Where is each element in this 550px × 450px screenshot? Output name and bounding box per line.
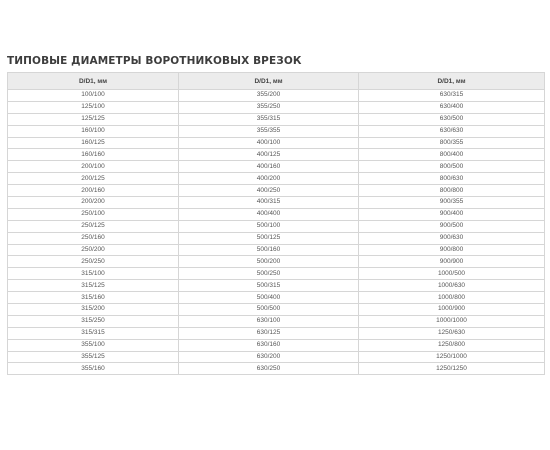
table-cell: 630/400 [359, 101, 545, 113]
table-cell: 500/160 [179, 244, 359, 256]
table-cell: 630/100 [179, 315, 359, 327]
table-cell: 160/160 [8, 149, 179, 161]
table-cell: 355/160 [8, 363, 179, 375]
table-cell: 1250/630 [359, 327, 545, 339]
table-row [8, 101, 545, 113]
table-cell: 400/400 [179, 208, 359, 220]
table-row [8, 197, 545, 209]
table-cell: 355/125 [8, 351, 179, 363]
table-cell: 400/200 [179, 173, 359, 185]
table-header-row [8, 73, 545, 90]
table-cell: 500/400 [179, 292, 359, 304]
table-cell: 900/630 [359, 232, 545, 244]
table-cell: 500/315 [179, 280, 359, 292]
table-row [8, 351, 545, 363]
table-cell: 800/400 [359, 149, 545, 161]
table-row [8, 149, 545, 161]
page-title: ТИПОВЫЕ ДИАМЕТРЫ ВОРОТНИКОВЫХ ВРЕЗОК [7, 55, 302, 67]
table-cell: 400/315 [179, 197, 359, 209]
table-cell: 355/200 [179, 90, 359, 102]
table-cell: 900/400 [359, 208, 545, 220]
table-row [8, 113, 545, 125]
table-cell: 630/630 [359, 125, 545, 137]
table-cell: 125/125 [8, 113, 179, 125]
table-cell: 1000/800 [359, 292, 545, 304]
table-row [8, 292, 545, 304]
table-cell: 800/630 [359, 173, 545, 185]
table-cell: 200/125 [8, 173, 179, 185]
table-row [8, 256, 545, 268]
table-cell: 355/355 [179, 125, 359, 137]
table-row [8, 327, 545, 339]
table-cell: 500/500 [179, 304, 359, 316]
table-cell: 315/250 [8, 315, 179, 327]
table-row [8, 315, 545, 327]
table-cell: 800/355 [359, 137, 545, 149]
table-cell: 500/100 [179, 220, 359, 232]
table-cell: 630/160 [179, 339, 359, 351]
table-cell: 630/200 [179, 351, 359, 363]
table-cell: 400/160 [179, 161, 359, 173]
table-cell: 250/125 [8, 220, 179, 232]
table-cell: 1250/1000 [359, 351, 545, 363]
table-cell: 900/500 [359, 220, 545, 232]
table-cell: 1000/1000 [359, 315, 545, 327]
table-cell: 800/800 [359, 185, 545, 197]
table-cell: 100/100 [8, 90, 179, 102]
table-cell: 250/160 [8, 232, 179, 244]
table-cell: 500/125 [179, 232, 359, 244]
table-cell: 355/100 [8, 339, 179, 351]
table-cell: 200/160 [8, 185, 179, 197]
diameters-table [7, 72, 545, 375]
table-row [8, 220, 545, 232]
table-cell: 800/500 [359, 161, 545, 173]
column-header-2: D/D1, мм [179, 73, 359, 90]
table-cell: 400/125 [179, 149, 359, 161]
table-cell: 315/315 [8, 327, 179, 339]
table-row [8, 90, 545, 102]
table-cell: 315/200 [8, 304, 179, 316]
table-cell: 160/100 [8, 125, 179, 137]
table-row [8, 137, 545, 149]
table-row [8, 232, 545, 244]
column-header-1: D/D1, мм [8, 73, 179, 90]
table-row [8, 280, 545, 292]
table-row [8, 208, 545, 220]
table-body [8, 90, 545, 375]
table-cell: 500/250 [179, 268, 359, 280]
table-cell: 200/200 [8, 197, 179, 209]
table-cell: 900/900 [359, 256, 545, 268]
table-cell: 1250/800 [359, 339, 545, 351]
table-cell: 1250/1250 [359, 363, 545, 375]
table-row [8, 304, 545, 316]
table-cell: 500/200 [179, 256, 359, 268]
table-cell: 630/125 [179, 327, 359, 339]
table-cell: 1000/630 [359, 280, 545, 292]
table-cell: 315/125 [8, 280, 179, 292]
table-cell: 400/100 [179, 137, 359, 149]
table-cell: 315/160 [8, 292, 179, 304]
table-row [8, 185, 545, 197]
table-row [8, 339, 545, 351]
diameters-table-container [7, 72, 544, 375]
table-row [8, 161, 545, 173]
table-cell: 355/315 [179, 113, 359, 125]
table-row [8, 125, 545, 137]
table-cell: 250/100 [8, 208, 179, 220]
table-cell: 630/315 [359, 90, 545, 102]
table-cell: 400/250 [179, 185, 359, 197]
table-row [8, 173, 545, 185]
table-cell: 630/500 [359, 113, 545, 125]
table-row [8, 268, 545, 280]
table-row [8, 244, 545, 256]
table-cell: 160/125 [8, 137, 179, 149]
table-cell: 1000/500 [359, 268, 545, 280]
column-header-3: D/D1, мм [359, 73, 545, 90]
table-cell: 900/355 [359, 197, 545, 209]
table-cell: 355/250 [179, 101, 359, 113]
table-cell: 900/800 [359, 244, 545, 256]
table-cell: 125/100 [8, 101, 179, 113]
table-cell: 250/250 [8, 256, 179, 268]
table-cell: 315/100 [8, 268, 179, 280]
table-cell: 630/250 [179, 363, 359, 375]
table-cell: 1000/900 [359, 304, 545, 316]
table-cell: 250/200 [8, 244, 179, 256]
table-row [8, 363, 545, 375]
table-cell: 200/100 [8, 161, 179, 173]
